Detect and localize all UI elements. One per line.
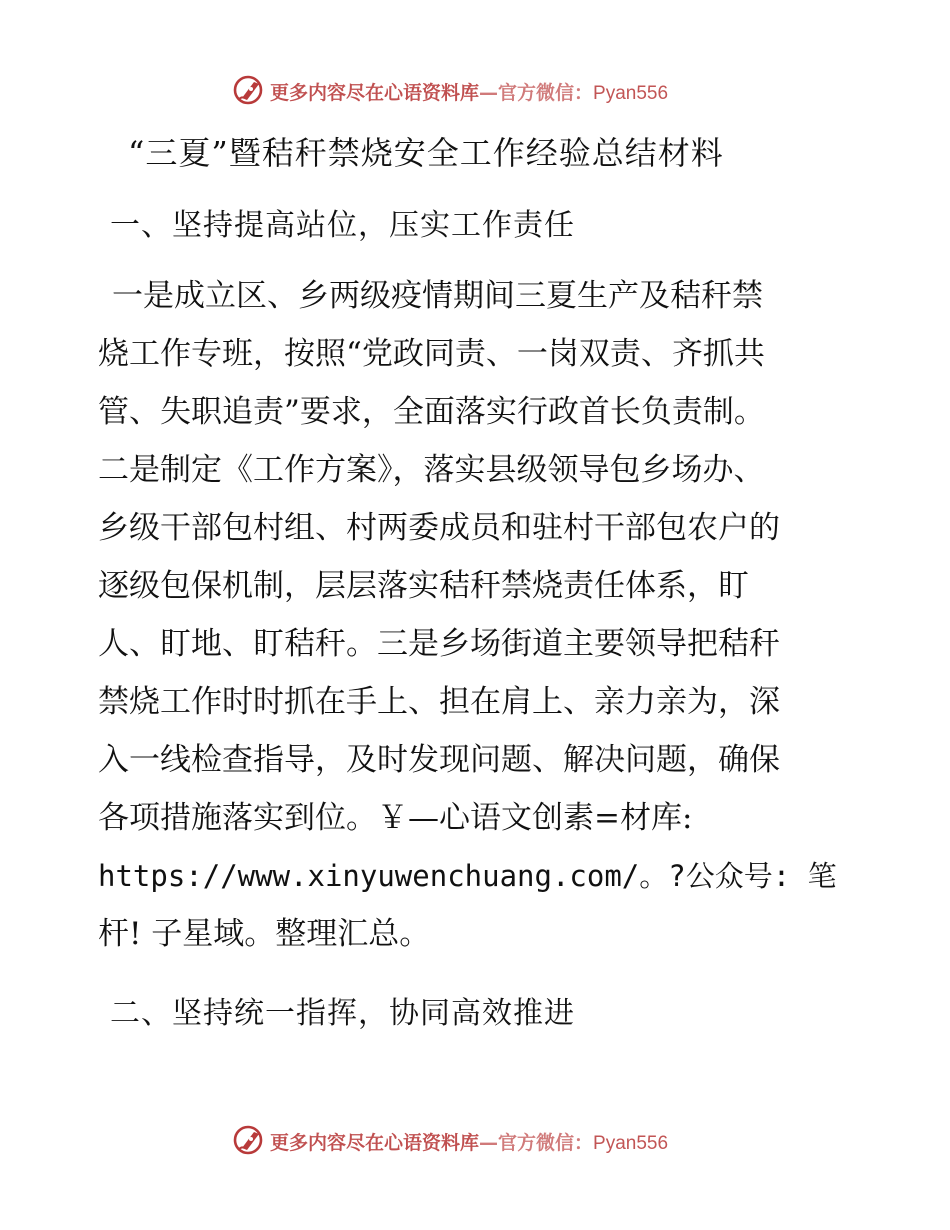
- paragraph-line: 禁烧工作时时抓在手上、担在肩上、亲力亲为，深: [98, 684, 780, 720]
- paragraph-line: 人、盯地、盯秸秆。三是乡场街道主要领导把秸秆: [98, 626, 780, 662]
- paragraph-line: 二是制定《工作方案》，落实县级领导包乡场办、: [98, 452, 765, 488]
- paragraph-line: 入一线检查指导，及时发现问题、解决问题，确保: [98, 742, 780, 778]
- banner-text-id: Pyan556: [593, 1133, 669, 1154]
- banner-text-sep: —官方微信：: [479, 82, 594, 104]
- banner-text-main: 更多内容尽在心语资料库: [270, 82, 480, 104]
- paragraph-line: 一是成立区、乡两级疫情期间三夏生产及秸秆禁: [112, 278, 763, 314]
- paragraph-line: https://www.xinyuwenchuang.com/。?公众号: 笔: [98, 859, 837, 893]
- banner-text-id: Pyan556: [593, 83, 669, 104]
- section-heading-1: 一、坚持提高站位，压实工作责任: [110, 208, 575, 243]
- banner-text: [270, 1128, 668, 1155]
- footer-banner: [0, 1120, 950, 1160]
- banner-text: [270, 78, 668, 105]
- section-heading-2: 二、坚持统一指挥，协同高效推进: [110, 996, 575, 1031]
- page-title: “三夏”暨秸秆禁烧安全工作经验总结材料: [128, 134, 724, 172]
- paragraph-line: 杆! 子星域。整理汇总。: [98, 916, 431, 952]
- paragraph-line: 管、失职追责”要求，全面落实行政首长负责制。: [98, 394, 765, 430]
- pen-nib-logo-icon: [232, 1122, 266, 1156]
- banner-text-sep: —官方微信：: [479, 1132, 594, 1154]
- paragraph-line: 逐级包保机制，层层落实秸秆禁烧责任体系，盯: [98, 568, 749, 604]
- paragraph-line: 烧工作专班，按照“党政同责、一岗双责、齐抓共: [98, 336, 765, 372]
- paragraph-line: 各项措施落实到位。￥—心语文创素=材库:: [98, 800, 693, 836]
- pen-nib-logo-icon: [232, 72, 266, 106]
- banner-text-main: 更多内容尽在心语资料库: [270, 1132, 480, 1154]
- paragraph-line: 乡级干部包村组、村两委成员和驻村干部包农户的: [98, 510, 780, 546]
- header-banner: [0, 70, 950, 110]
